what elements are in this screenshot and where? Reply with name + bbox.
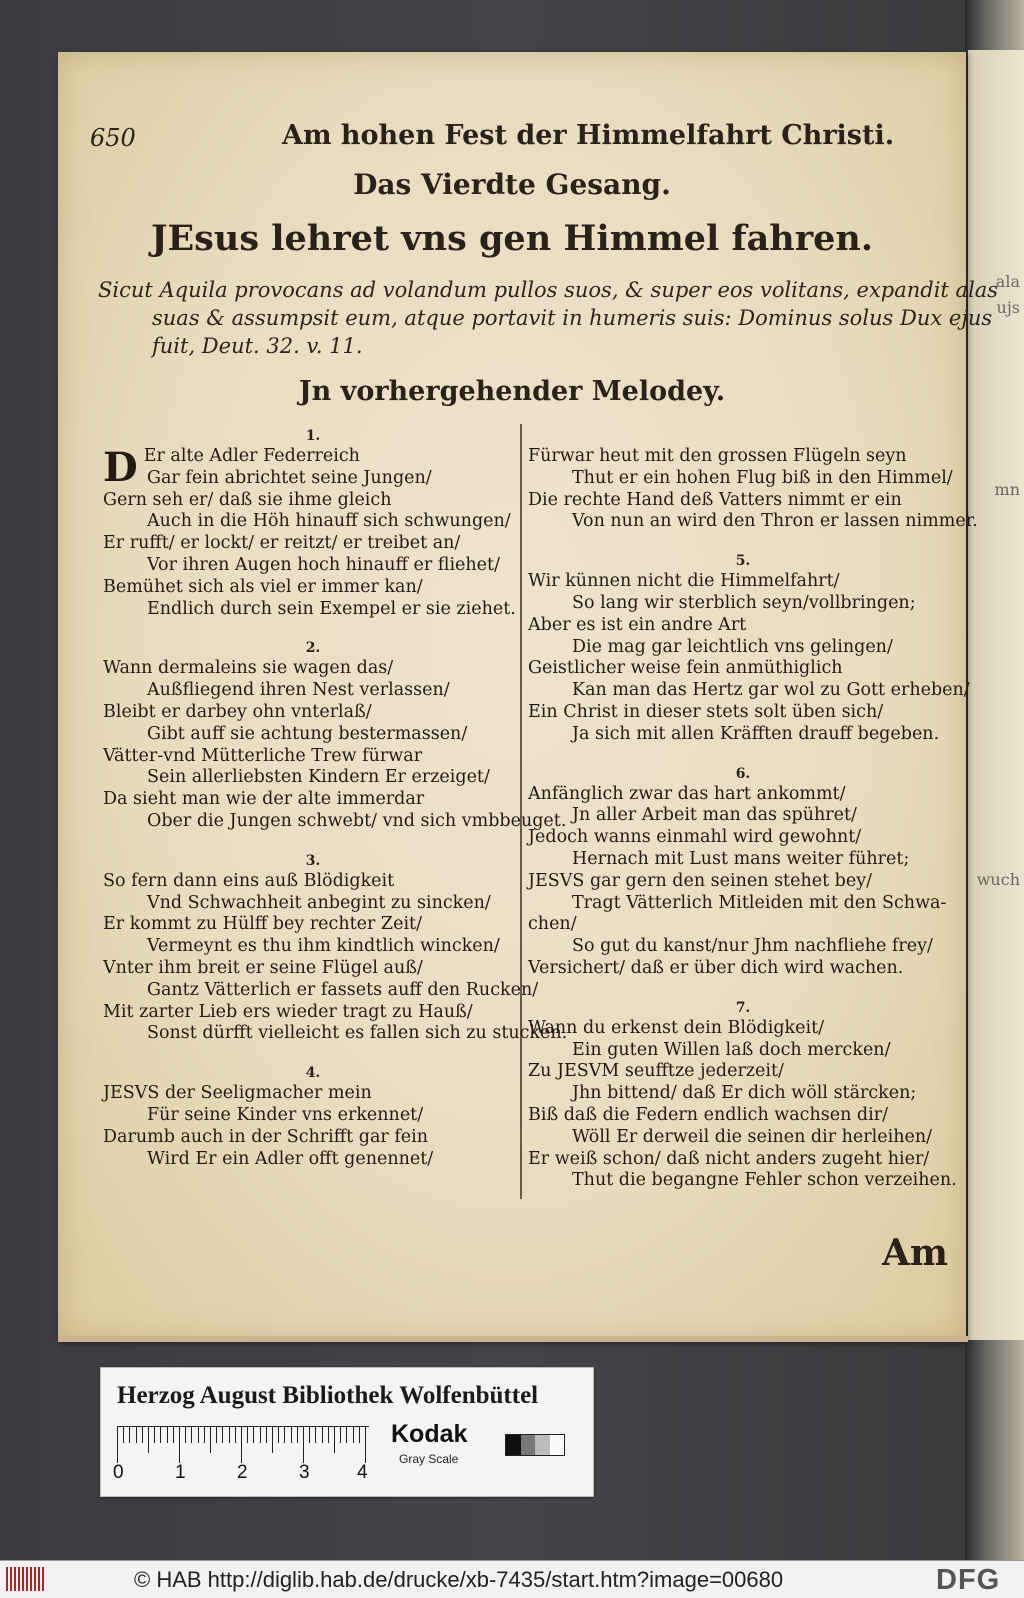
epigraph-line: suas & assumpsit eum, atque portavit in humeris suis: Dominus solus Dux ejus [152, 306, 993, 330]
ruler-tick [123, 1427, 124, 1443]
stanza [528, 426, 978, 533]
melody-heading: Jn vorhergehender Melodey. [298, 376, 726, 407]
stanza-number: 4. [305, 1065, 321, 1082]
epigraph-line: Sicut Aquila provocans ad volandum pullos suos, & super eos volitans, expandit alas [98, 278, 999, 302]
hymn-title: JEsus lehret vns gen Himmel fahren. [150, 218, 874, 259]
epigraph-line: fuit, Deut. 32. v. 11. [152, 334, 363, 358]
verse-line: Endlich durch sein Exempel er sie ziehet. [147, 598, 516, 619]
verse-line: Er weiß schon/ daß nicht anders zugeht hier/ [528, 1148, 930, 1169]
scan-label [100, 1367, 594, 1497]
verse-line: So lang wir sterblich seyn/vollbringen; [572, 592, 916, 613]
library-name: Herzog August Bibliothek Wolfenbüttel [117, 1382, 539, 1409]
ruler-tick [309, 1427, 310, 1443]
verse-line: Sonst dürfft vielleicht es fallen sich zu stucken. [147, 1023, 568, 1044]
verse-line: Außfliegend ihren Nest verlassen/ [147, 680, 450, 701]
ruler-number: 3 [299, 1462, 310, 1483]
ruler-tick [365, 1427, 366, 1463]
verse-line: JESVS gar gern den seinen stehet bey/ [528, 870, 873, 891]
verse-line: Zu JESVM seufftze jederzeit/ [528, 1061, 784, 1082]
verse-line: Kan man das Hertz gar wol zu Gott erheben/ [572, 680, 970, 701]
ruler-number: 1 [175, 1462, 186, 1483]
ruler-tick [353, 1427, 354, 1443]
verse-line: Fürwar heut mit den grossen Flügeln seyn [528, 446, 907, 466]
verse-line: Thut die begangne Fehler schon verzeihen. [572, 1170, 957, 1191]
stanza-number: 6. [735, 765, 751, 782]
stanza [103, 1063, 523, 1170]
gray-swatches [505, 1434, 565, 1456]
verse-line: Die rechte Hand deß Vatters nimmt er ein [528, 489, 902, 510]
ruler-tick [229, 1427, 230, 1443]
verse-line: Sein allerliebsten Kindern Er erzeiget/ [147, 767, 490, 788]
ruler-tick [303, 1427, 304, 1463]
verse-line: Mit zarter Lieb ers wieder tragt zu Hauß/ [103, 1001, 473, 1022]
verse-line: Für seine Kinder vns erkennet/ [147, 1104, 424, 1125]
verse-line: Anfänglich zwar das hart ankommt/ [528, 783, 846, 804]
stanza-number: 1. [305, 428, 321, 444]
dfg-logo: DFG [936, 1564, 1001, 1596]
ruler-tick [204, 1427, 205, 1443]
verse-line: Ober die Jungen schwebt/ vnd sich vmbbeuget. [147, 810, 567, 831]
gray-scale-label: Gray Scale [399, 1452, 459, 1466]
running-title: Am hohen Fest der Himmelfahrt Christi. [282, 120, 895, 151]
verse-line: Ja sich mit allen Kräfften drauff begeben. [572, 723, 940, 744]
ruler-tick [198, 1427, 199, 1443]
verse-line: JESVS der Seeligmacher mein [103, 1083, 372, 1104]
next-page-fragment: wuch [976, 870, 1020, 889]
ruler-tick [185, 1427, 186, 1443]
verse-line: Jhn bittend/ daß Er dich wöll stärcken; [572, 1083, 917, 1104]
ruler-tick [136, 1427, 137, 1443]
stanza [528, 998, 958, 1192]
ruler-tick [241, 1427, 242, 1463]
ruler-tick [315, 1427, 316, 1443]
ruler-tick [278, 1427, 279, 1443]
verse-line: chen/ [528, 914, 577, 935]
ruler-tick [297, 1427, 298, 1443]
verse-line: Vätter-vnd Mütterliche Trew fürwar [103, 745, 423, 766]
verse-line: Gantz Vätterlich er fassets auff den Rucken/ [147, 979, 539, 1000]
stanza-number: 3. [305, 852, 321, 869]
verse-line: Gar fein abrichtet seine Jungen/ [147, 467, 432, 488]
verse-line: Von nun an wird den Thron er lassen nimmer. [572, 511, 978, 532]
verse-line: Gibt auff sie achtung bestermassen/ [147, 723, 468, 744]
right-column [528, 426, 978, 1210]
ruler-tick [142, 1427, 143, 1443]
ruler-tick [216, 1427, 217, 1443]
ruler-tick [148, 1427, 149, 1453]
verse-line: Bleibt er darbey ohn vnterlaß/ [103, 701, 372, 722]
ruler-tick [253, 1427, 254, 1443]
next-page-fragment: mn [994, 480, 1020, 499]
verse-line: Ein Christ in dieser stets solt üben sich/ [528, 701, 884, 722]
ruler-tick [167, 1427, 168, 1443]
ruler-tick [266, 1427, 267, 1443]
footer-bar [0, 1560, 1024, 1598]
stanza [528, 551, 970, 745]
verse-line: Die mag gar leichtlich vns gelingen/ [572, 636, 893, 657]
stanza-number: 2. [305, 640, 321, 657]
page-number: 650 [90, 124, 136, 152]
verse-line: Wir künnen nicht die Himmelfahrt/ [528, 571, 840, 592]
ruler-tick [291, 1427, 292, 1443]
ruler-tick [359, 1427, 360, 1443]
next-page-fragment: ujs [996, 298, 1020, 317]
ruler-tick [179, 1427, 180, 1463]
verse-line: Darumb auch in der Schrifft gar fein [103, 1126, 429, 1147]
catchword: Am [882, 1232, 949, 1274]
verse-line-text: Er alte Adler Federreich [143, 446, 360, 466]
ruler-tick [322, 1427, 323, 1443]
ruler-tick [173, 1427, 174, 1443]
verse-line: Gern seh er/ daß sie ihme gleich [103, 489, 392, 510]
verse-line: Wann du erkenst dein Blödigkeit/ [528, 1017, 825, 1038]
verse-line: Biß daß die Federn endlich wachsen dir/ [528, 1104, 888, 1125]
stanza [103, 638, 567, 832]
ruler-tick [210, 1427, 211, 1453]
ruler-number: 0 [113, 1462, 124, 1483]
ruler-tick [272, 1427, 273, 1453]
drop-cap: D [103, 444, 138, 491]
stanza [528, 764, 958, 980]
verse-line: So gut du kanst/nur Jhm nachfliehe frey/ [572, 936, 933, 957]
verse-line: Auch in die Höh hinauff sich schwungen/ [147, 511, 511, 532]
ruler-tick [260, 1427, 261, 1443]
ruler-tick [340, 1427, 341, 1443]
page-edge [58, 1336, 968, 1342]
kodak-logo: Kodak [391, 1420, 468, 1448]
verse-line: Aber es ist ein andre Art [528, 614, 747, 635]
ruler-tick [154, 1427, 155, 1443]
stanza-number: 7. [735, 999, 751, 1016]
verse-line: Vor ihren Augen hoch hinauff er fliehet/ [147, 554, 500, 575]
next-page-fragment: ala [995, 272, 1020, 291]
ruler-tick [328, 1427, 329, 1443]
verse-line: So fern dann eins auß Blödigkeit [103, 870, 395, 891]
verse-line: Versichert/ daß er über dich wird wachen. [528, 957, 904, 978]
verse-line: Vermeynt es thu ihm kindtlich wincken/ [147, 936, 500, 957]
verse-line: Tragt Vätterlich Mitleiden mit den Schwa- [572, 892, 947, 913]
verse-line: Ein guten Willen laß doch mercken/ [572, 1039, 891, 1060]
ruler-tick [247, 1427, 248, 1443]
verse-line: Jn aller Arbeit man das spühret/ [572, 805, 857, 826]
verse-line: Wöll Er derweil die seinen dir herleihen/ [572, 1126, 932, 1147]
ruler-tick [284, 1427, 285, 1443]
ruler-tick [160, 1427, 161, 1443]
ruler-number: 2 [237, 1462, 248, 1483]
verse-line: Er rufft/ er lockt/ er reitzt/ er treibet an/ [103, 533, 461, 554]
ruler-tick [222, 1427, 223, 1443]
stanza-number [528, 426, 958, 446]
ruler-tick [235, 1427, 236, 1443]
ruler-number: 4 [357, 1462, 368, 1483]
verse-line: Bemühet sich als viel er immer kan/ [103, 576, 423, 597]
ruler-tick [117, 1427, 118, 1463]
footer-link[interactable]: © HAB http://diglib.hab.de/drucke/xb-7435/start.htm?image=00680 [134, 1567, 784, 1592]
stanza [103, 426, 523, 620]
ruler-tick [334, 1427, 335, 1453]
ruler-tick [129, 1427, 130, 1443]
verse-line: Jedoch wanns einmahl wird gewohnt/ [528, 827, 862, 848]
verse-line: Thut er ein hohen Flug biß in den Himmel/ [572, 467, 953, 488]
ruler-tick [191, 1427, 192, 1443]
verse-line: Vnd Schwachheit anbegint zu sincken/ [147, 892, 491, 913]
scale-ruler [117, 1426, 369, 1467]
stanza-number: 5. [735, 553, 751, 570]
verse-line: Wann dermaleins sie wagen das/ [103, 658, 394, 679]
verse-line: Wird Er ein Adler offt genennet/ [147, 1148, 434, 1169]
ruler-tick [346, 1427, 347, 1443]
verse-line: Er kommt zu Hülff bey rechter Zeit/ [103, 914, 422, 935]
barcode-icon [6, 1567, 46, 1591]
verse-line: Vnter ihm breit er seine Flügel auß/ [103, 957, 423, 978]
section-heading: Das Vierdte Gesang. [353, 168, 671, 201]
verse-line: Geistlicher weise fein anmüthiglich [528, 658, 843, 679]
verse-line: Da sieht man wie der alte immerdar [103, 789, 425, 810]
verse-line: Hernach mit Lust mans weiter führet; [572, 848, 910, 869]
